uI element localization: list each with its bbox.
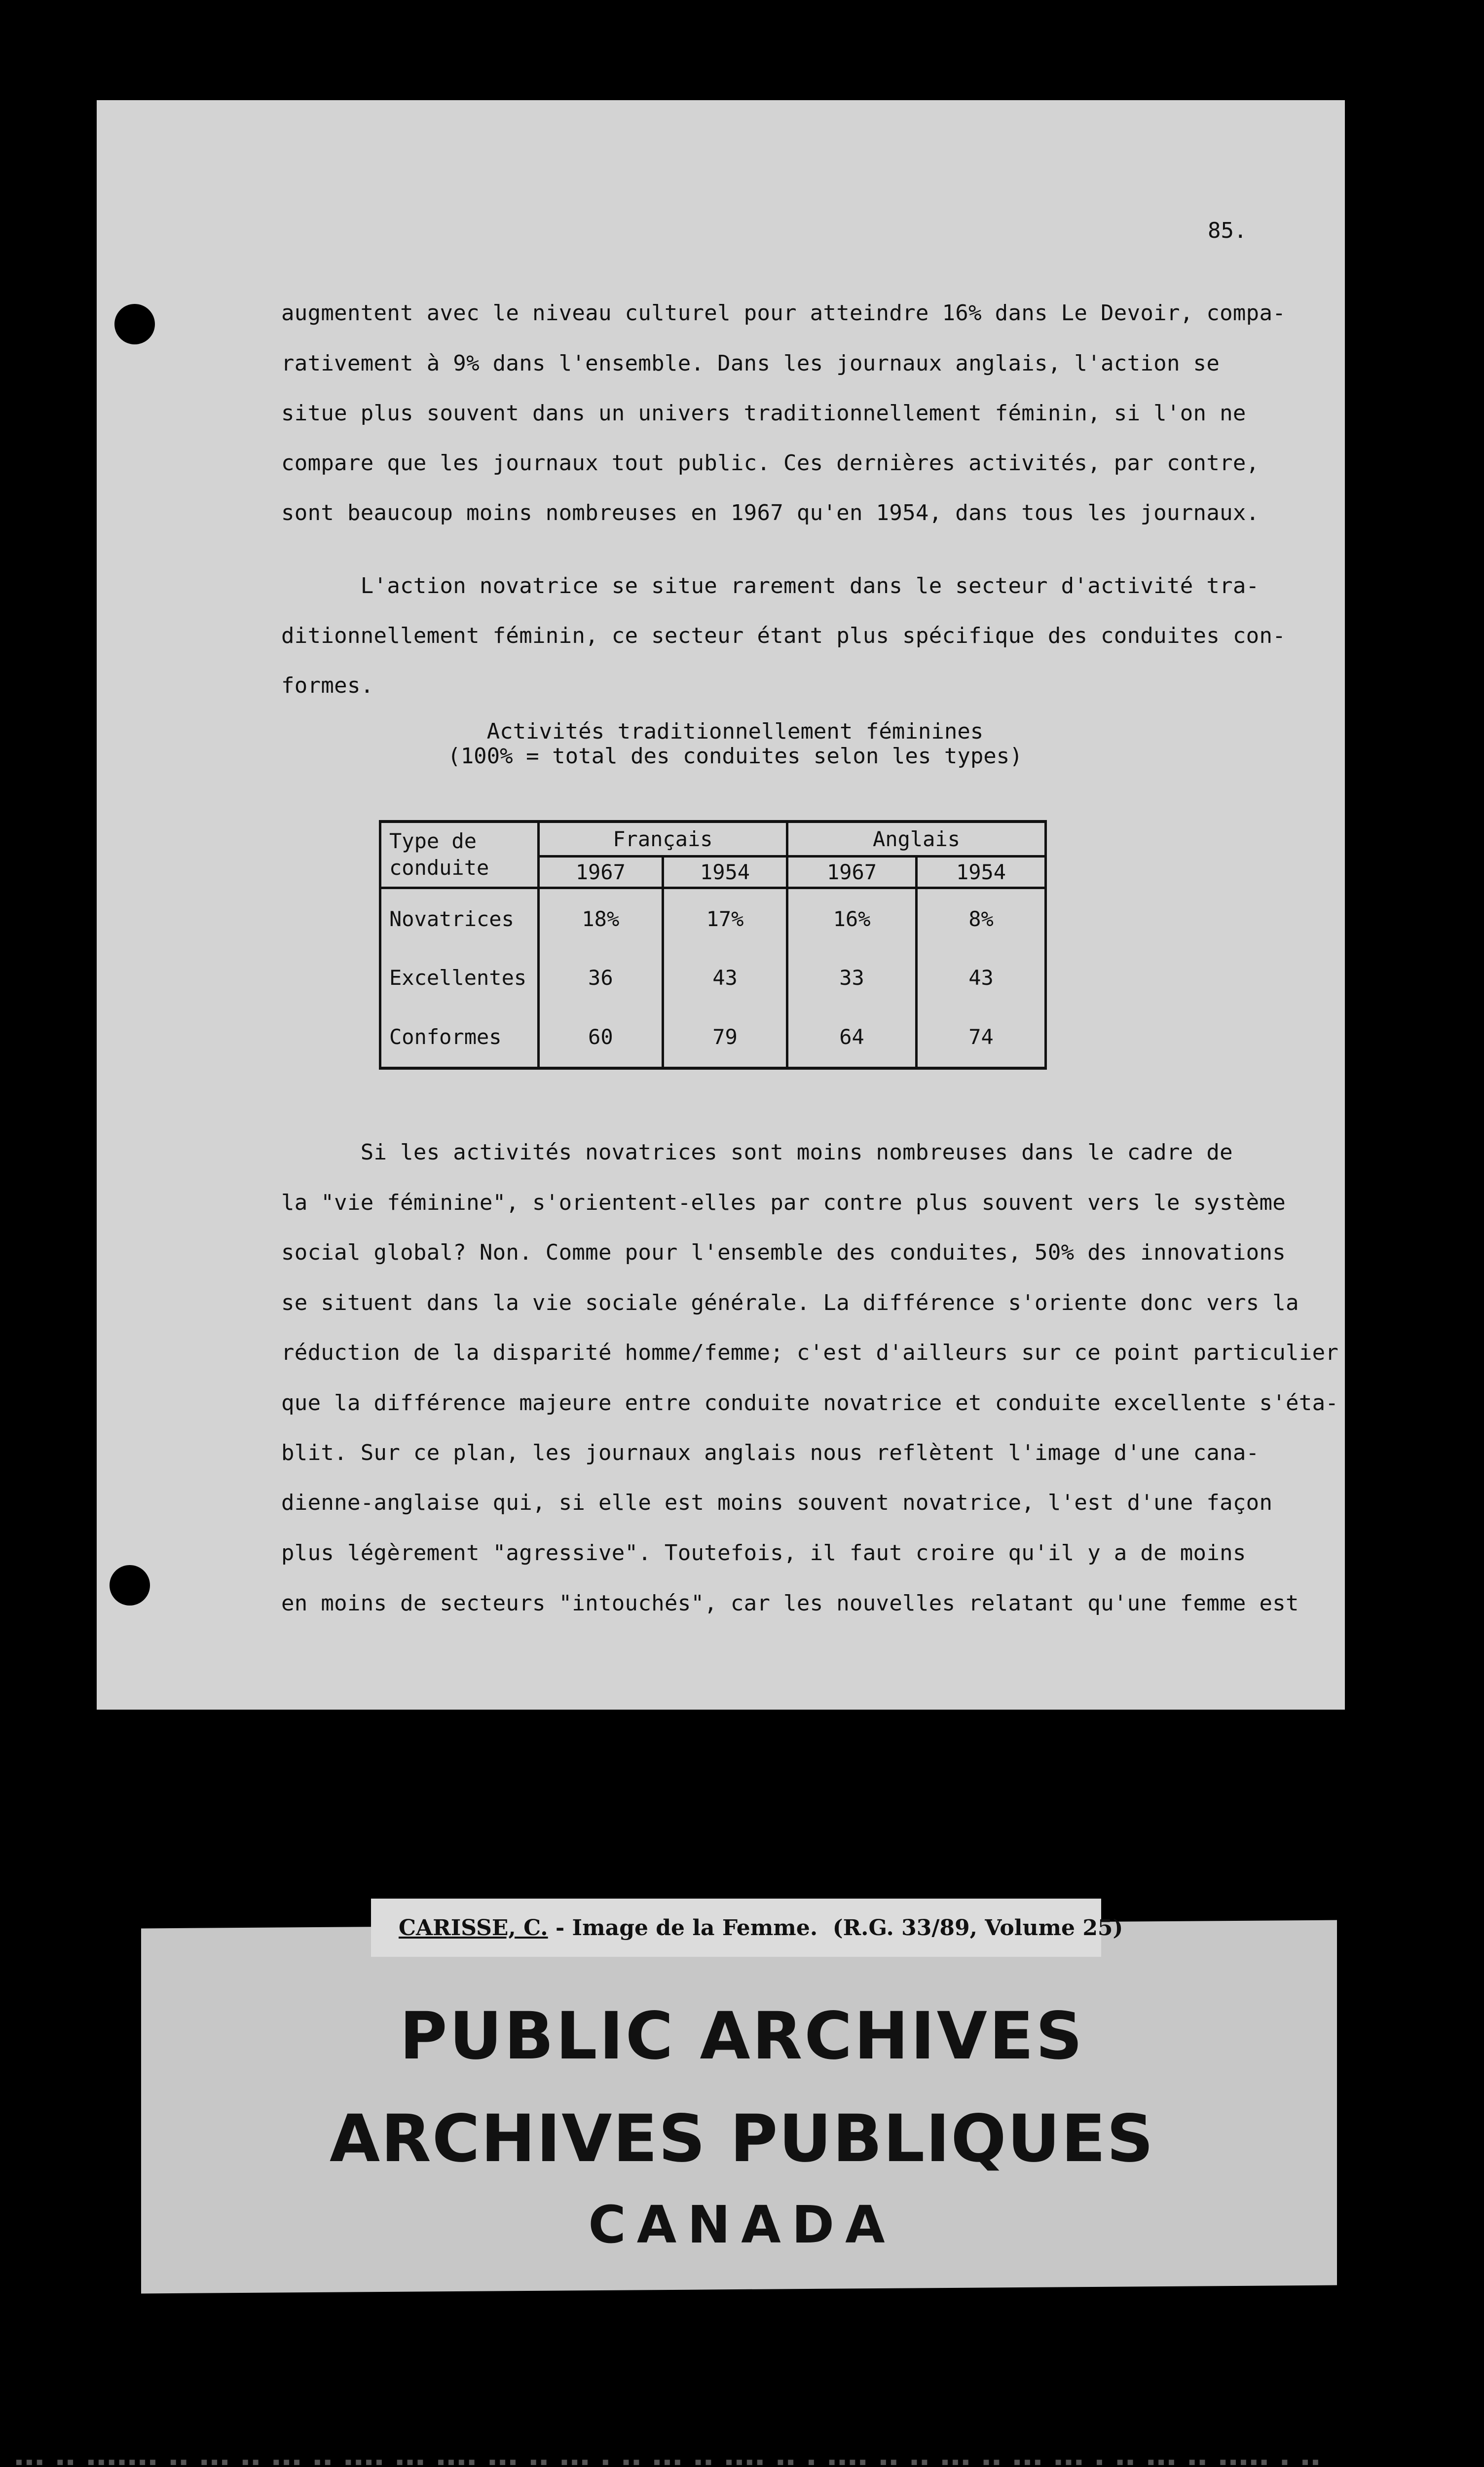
table-cell: 74 (917, 1007, 1046, 1068)
text-line: se situent dans la vie sociale générale. La différence s'oriente donc vers la (281, 1290, 1299, 1315)
archive-reference-label (371, 1899, 1123, 1957)
page-number: 85. (1208, 218, 1247, 243)
row-label: Novatrices (380, 888, 539, 949)
text-line: L'action novatrice se situe rarement dans le secteur d'activité tra- (281, 573, 1260, 598)
table-cell: 18% (538, 888, 663, 949)
year-header: 1954 (917, 856, 1046, 888)
stamp-line-canada: CANADA (588, 2195, 896, 2255)
table-cell: 8% (917, 888, 1046, 949)
type-header: Type de conduite (380, 822, 539, 888)
row-label: Excellentes (380, 949, 539, 1007)
group-header-french: Français (538, 822, 787, 856)
table-caption: Activités traditionnellement féminines (486, 719, 984, 744)
punch-hole-top (114, 304, 155, 344)
text-line: en moins de secteurs "intouchés", car les nouvelles relatant qu'une femme est (281, 1591, 1299, 1616)
text-line: dienne-anglaise qui, si elle est moins souvent novatrice, l'est d'une façon (281, 1490, 1273, 1515)
table-row (380, 949, 1046, 1007)
year-header: 1967 (787, 856, 917, 888)
table-row (380, 1007, 1046, 1068)
group-header-english: Anglais (787, 822, 1046, 856)
table-cell: 64 (787, 1007, 917, 1068)
table-cell: 43 (917, 949, 1046, 1007)
table-cell: 17% (663, 888, 787, 949)
table-cell: 33 (787, 949, 917, 1007)
text-line: situe plus souvent dans un univers traditionnellement féminin, si l'on ne (281, 401, 1246, 426)
text-line: que la différence majeure entre conduite novatrice et conduite excellente s'éta- (281, 1390, 1339, 1416)
table-cell: 60 (538, 1007, 663, 1068)
text-line: Si les activités novatrices sont moins nombreuses dans le cadre de (281, 1140, 1233, 1165)
year-header: 1967 (538, 856, 663, 888)
table-cell: 16% (787, 888, 917, 949)
scan-noise-strip: ▪▪▪ ▪▪ ▪▪▪▪▪▪▪ ▪▪ ▪▪▪ ▪▪ ▪▪▪ ▪▪ ▪▪▪▪ ▪▪▪ ▪▪▪▪ ▪▪▪ ▪▪ ▪▪▪ ▪ ▪▪ ▪▪▪ ▪▪ ▪▪▪▪ ▪▪ ▪ ▪▪▪▪ ▪▪ ▪▪ ▪▪▪ ▪▪ ▪▪▪ ▪▪▪ ▪ ▪▪ ▪▪▪ ▪▪ ▪▪▪▪▪ ▪ ▪▪ (15, 2453, 1322, 2467)
text-line: la "vie féminine", s'orientent-elles par contre plus souvent vers le système (281, 1190, 1286, 1215)
table-cell: 43 (663, 949, 787, 1007)
text-line: social global? Non. Comme pour l'ensemble des conduites, 50% des innovations (281, 1240, 1286, 1265)
text-line: blit. Sur ce plan, les journaux anglais nous reflètent l'image d'une cana- (281, 1440, 1260, 1465)
text-line: rativement à 9% dans l'ensemble. Dans les journaux anglais, l'action se (281, 351, 1220, 376)
stamp-line-archives-publiques: ARCHIVES PUBLIQUES (329, 2101, 1154, 2177)
text-line: ditionnellement féminin, ce secteur étant plus spécifique des conduites con- (281, 623, 1286, 648)
activities-table (379, 820, 1047, 1070)
reference-title: - Image de la Femme. (R.G. 33/89, Volume 25) (548, 1915, 1123, 1941)
stamp-line-public-archives: PUBLIC ARCHIVES (399, 1998, 1085, 2074)
table-row (380, 888, 1046, 949)
punch-hole-bottom (110, 1565, 150, 1606)
text-line: formes. (281, 673, 374, 698)
table-cell: 36 (538, 949, 663, 1007)
year-header: 1954 (663, 856, 787, 888)
text-line: compare que les journaux tout public. Ces dernières activités, par contre, (281, 450, 1260, 476)
author-name: CARISSE, C. (399, 1915, 548, 1941)
text-line: plus légèrement "agressive". Toutefois, il faut croire qu'il y a de moins (281, 1540, 1246, 1566)
text-line: réduction de la disparité homme/femme; c'est d'ailleurs sur ce point particulier (281, 1340, 1339, 1365)
table-cell: 79 (663, 1007, 787, 1068)
text-line: sont beaucoup moins nombreuses en 1967 qu'en 1954, dans tous les journaux. (281, 500, 1260, 525)
text-line: augmentent avec le niveau culturel pour atteindre 16% dans Le Devoir, compa- (281, 300, 1286, 326)
table-caption-subtitle: (100% = total des conduites selon les types) (447, 744, 1023, 769)
row-label: Conformes (380, 1007, 539, 1068)
